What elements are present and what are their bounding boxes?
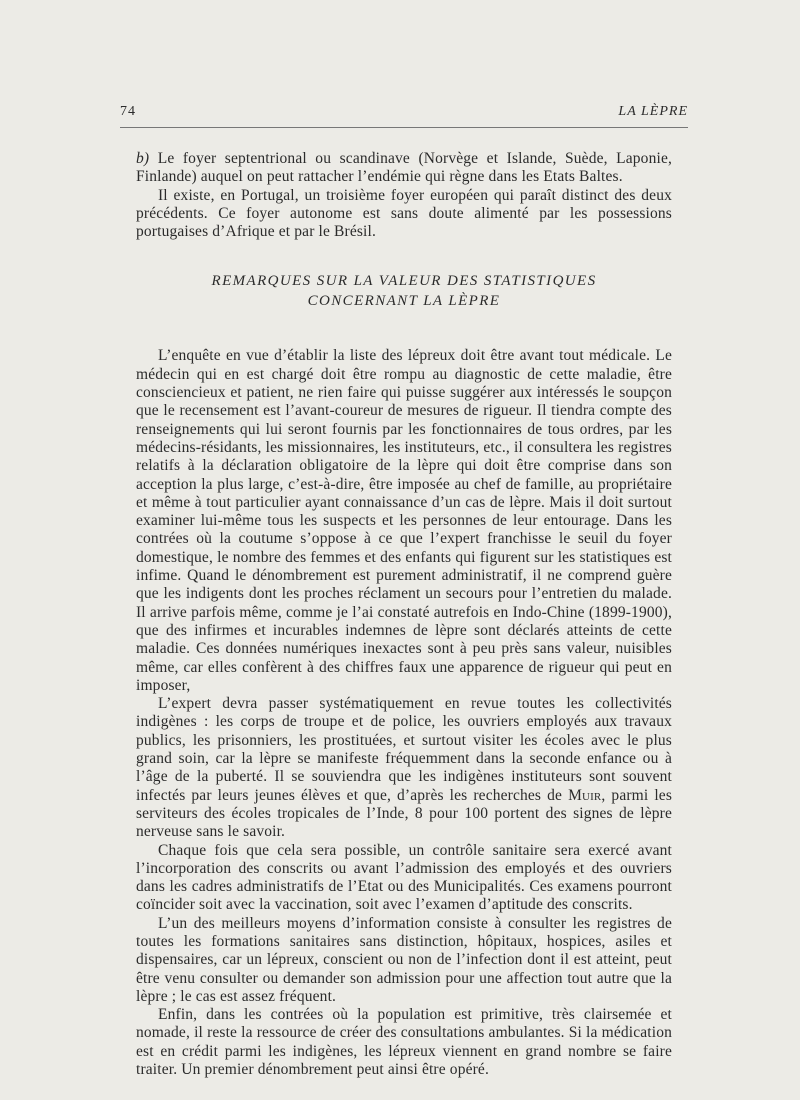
author-name-muir: Muir xyxy=(568,786,602,804)
paragraph-2-text-a: L’expert devra passer systématiquement en revue toutes les collectivités indigènes : les corps de troupe et de police, les ouvriers employés aux travaux publics, les prisonniers, les prostituées, et surtout visiter les écoles avec le plus grand soin, car la lèpre se manifeste fréquemment dans la seconde enfance ou à l’âge de la puberté. Il se souviendra que les indigènes instituteurs sont souvent infectés par leurs jeunes élèves et que, d’après les recherches de xyxy=(136,695,672,804)
item-b-lead: b) xyxy=(136,150,150,167)
running-head xyxy=(120,100,688,124)
section-heading xyxy=(136,271,672,311)
portugal-paragraph: Il existe, en Portugal, un troisième foyer européen qui paraît distinct des deux précédents. Ce foyer autonome est sans doute alimenté par les possessions portugaises d’Afrique et par le Brésil. xyxy=(136,186,672,241)
item-b-paragraph xyxy=(136,150,672,187)
running-title: LA LÈPRE xyxy=(618,104,688,119)
section-heading-line-2: CONCERNANT LA LÈPRE xyxy=(307,293,501,310)
paragraph-3: Chaque fois que cela sera possible, un contrôle sanitaire sera exercé avant l’incorporation des conscrits ou avant l’admission des employés et des ouvriers dans les cadres administratifs de l’Etat ou des Municipalités. Ces examens pourront coïncider soit avec la vaccination, soit avec l’examen d’aptitude des conscrits. xyxy=(136,841,672,914)
paragraph-2-text-b: , parmi les serviteurs des écoles tropicales de l’Inde, 8 pour 100 portent des signes de lèpre nerveuse sans le savoir. xyxy=(136,786,672,841)
paragraph-1: L’enquête en vue d’établir la liste des lépreux doit être avant tout médicale. Le médecin qui en est chargé doit être rompu au diagnostic de cette maladie, être consciencieux et patient, ne rien faire qui puisse suggérer aux intéressés le soupçon que le recensement est l’avant-coureur de mesures de rigueur. Il tiendra compte des renseignements qui lui seront fournis par les fonctionnaires de tous ordres, par les médecins-résidants, les missionnaires, les instituteurs, etc., il consultera les registres relatifs à la déclaration obligatoire de la lèpre qui doit être comprise dans son acception la plus large, c’est-à-dire, être imposée au chef de famille, au propriétaire et même à tout particulier ayant connaissance d’un cas de lèpre. Mais il doit surtout examiner lui-même tous les suspects et les personnes de leur entourage. Dans les contrées où la coutume s’oppose à ce que l’expert franchisse le seuil du foyer domestique, le nombre des femmes et des enfants qui figurent sur les statistiques est infime. Quand le dénombrement est purement administratif, il ne comprend guère que les indigents dont les proches réclament un secours pour l’entretien du malade. Il arrive parfois même, comme je l’ai constaté autrefois en Indo-Chine (1899-1900), que des infirmes et incurables indemnes de lèpre sont déclarés atteints de cette maladie. Ces données numériques inexactes sont à peu près sans valeur, nuisibles même, car elles confèrent à des chiffres faux une apparence de rigueur qui peut en imposer, xyxy=(136,347,672,694)
body-text xyxy=(136,150,672,1079)
paragraph-4: L’un des meilleurs moyens d’information consiste à consulter les registres de toutes les formations sanitaires sans distinction, hôpitaux, hospices, asiles et dispensaires, car un lépreux, conscient ou non de l’infection dont il est atteint, peut être venu consulter ou demander son admission pour une affection tout autre que la lèpre ; le cas est assez fréquent. xyxy=(136,914,672,1005)
section-heading-line-1: REMARQUES SUR LA VALEUR DES STATISTIQUES xyxy=(211,273,597,290)
page-number: 74 xyxy=(120,104,136,119)
header-rule xyxy=(120,127,688,128)
paragraph-2 xyxy=(136,695,672,841)
paragraph-5: Enfin, dans les contrées où la population est primitive, très clairsemée et nomade, il reste la ressource de créer des consultations ambulantes. Si la médication est en crédit parmi les indigènes, les lépreux viennent en grand nombre se faire traiter. Un premier dénombrement peut ainsi être opéré. xyxy=(136,1006,672,1079)
item-b-text: Le foyer septentrional ou scandinave (Norvège et Islande, Suède, Laponie, Finlande) auquel on peut rattacher l’endémie qui règne dans les Etats Baltes. xyxy=(136,150,672,186)
